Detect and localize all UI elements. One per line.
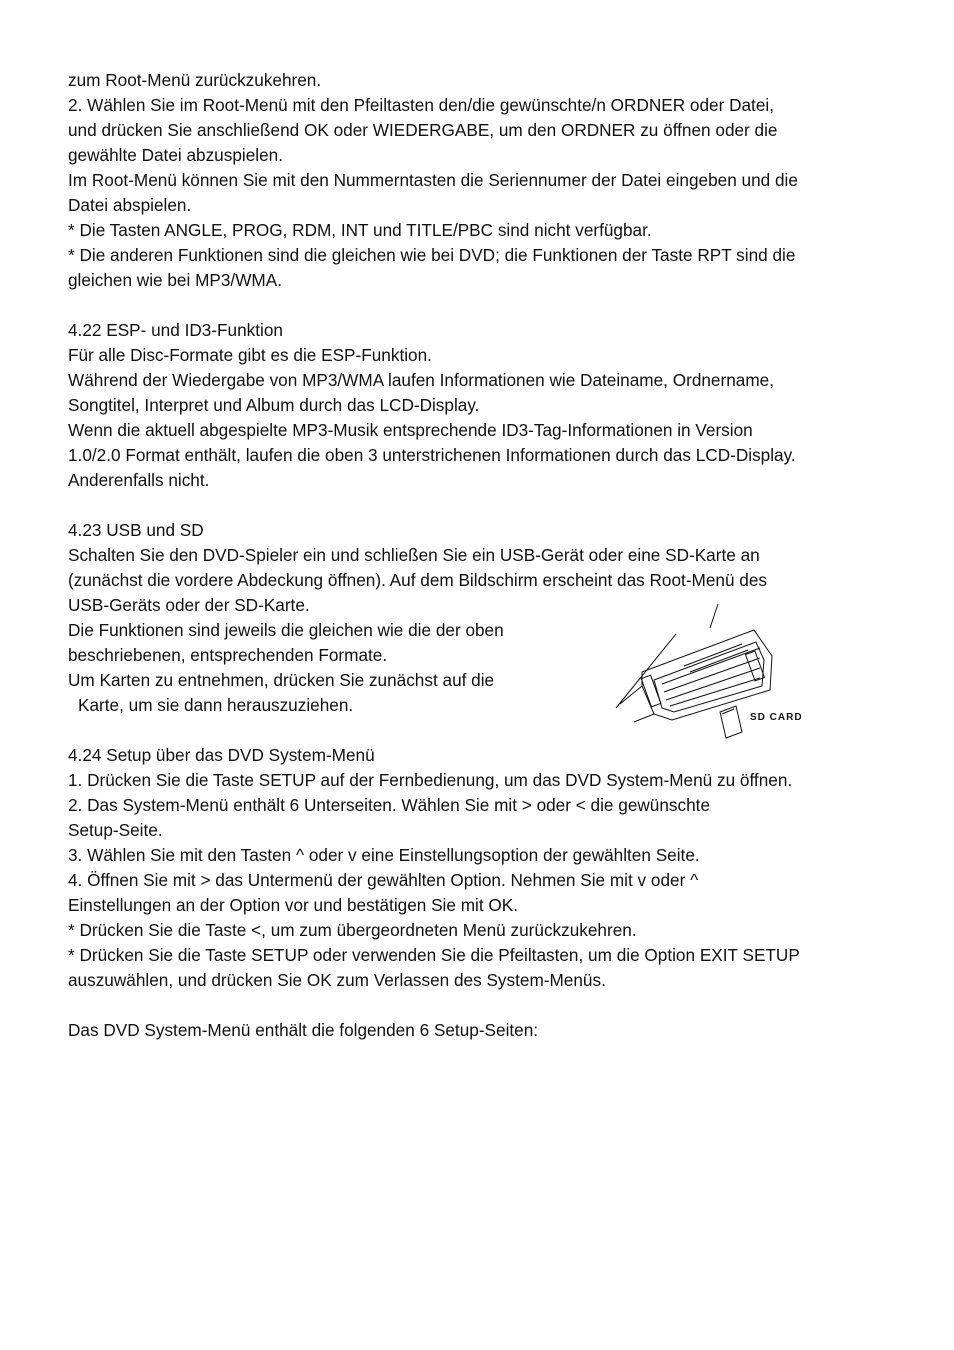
text-line: Um Karten zu entnehmen, drücken Sie zunächst auf die [68, 670, 495, 690]
section-heading: 4.22 ESP- und ID3-Funktion [68, 320, 283, 340]
text-line: 3. Wählen Sie mit den Tasten ^ oder v eine Einstellungsoption der gewählten Seite. [68, 845, 700, 865]
section-heading: 4.24 Setup über das DVD System-Menü [68, 745, 375, 765]
text-line: zum Root-Menü zurückzukehren. [68, 70, 322, 90]
text-line: * Drücken Sie die Taste SETUP oder verwenden Sie die Pfeiltasten, um die Option EXIT SETUP [68, 945, 800, 965]
text-line: Im Root-Menü können Sie mit den Nummerntasten die Seriennumer der Datei eingeben und die [68, 170, 798, 190]
text-line: und drücken Sie anschließend OK oder WIEDERGABE, um den ORDNER zu öffnen oder die [68, 120, 778, 140]
text-line: Setup-Seite. [68, 820, 163, 840]
text-line: * Die anderen Funktionen sind die gleichen wie bei DVD; die Funktionen der Taste RPT sind die [68, 245, 796, 265]
text-line: gewählte Datei abzuspielen. [68, 145, 283, 165]
text-line: Schalten Sie den DVD-Spieler ein und schließen Sie ein USB-Gerät oder eine SD-Karte an [68, 545, 760, 565]
text-line: 1. Drücken Sie die Taste SETUP auf der Fernbedienung, um das DVD System-Menü zu öffnen. [68, 770, 793, 790]
text-line: Datei abspielen. [68, 195, 192, 215]
text-line: Für alle Disc-Formate gibt es die ESP-Funktion. [68, 345, 432, 365]
text-line: 4. Öffnen Sie mit > das Untermenü der gewählten Option. Nehmen Sie mit v oder ^ [68, 870, 699, 890]
sd-card-slot-drawing [614, 602, 814, 742]
text-line: Die Funktionen sind jeweils die gleichen wie die der oben [68, 620, 504, 640]
text-line: 1.0/2.0 Format enthält, laufen die oben 3 unterstrichenen Informationen durch das LCD-Display. [68, 445, 796, 465]
text-line: 2. Das System-Menü enthält 6 Unterseiten. Wählen Sie mit > oder < die gewünschte [68, 795, 710, 815]
text-line: Das DVD System-Menü enthält die folgenden 6 Setup-Seiten: [68, 1020, 539, 1040]
text-line: Karte, um sie dann herauszuziehen. [78, 695, 354, 715]
text-line: * Die Tasten ANGLE, PROG, RDM, INT und TITLE/PBC sind nicht verfügbar. [68, 220, 652, 240]
text-line: gleichen wie bei MP3/WMA. [68, 270, 282, 290]
text-line: 2. Wählen Sie im Root-Menü mit den Pfeiltasten den/die gewünschte/n ORDNER oder Datei, [68, 95, 774, 115]
text-line: (zunächst die vordere Abdeckung öffnen). Auf dem Bildschirm erscheint das Root-Menü des [68, 570, 768, 590]
text-line: Während der Wiedergabe von MP3/WMA laufen Informationen wie Dateiname, Ordnername, [68, 370, 774, 390]
text-line: beschriebenen, entsprechenden Formate. [68, 645, 388, 665]
text-line: Songtitel, Interpret und Album durch das LCD-Display. [68, 395, 480, 415]
text-line: Wenn die aktuell abgespielte MP3-Musik entsprechende ID3-Tag-Informationen in Version [68, 420, 753, 440]
text-line: auszuwählen, und drücken Sie OK zum Verlassen des System-Menüs. [68, 970, 606, 990]
text-line: Einstellungen an der Option vor und bestätigen Sie mit OK. [68, 895, 519, 915]
sd-card-label: SD CARD [750, 712, 803, 723]
sd-card-slot-illustration [614, 602, 814, 742]
text-line: * Drücken Sie die Taste <, um zum übergeordneten Menü zurückzukehren. [68, 920, 637, 940]
text-line: Anderenfalls nicht. [68, 470, 210, 490]
section-heading: 4.23 USB und SD [68, 520, 204, 540]
text-line: USB-Geräts oder der SD-Karte. [68, 595, 310, 615]
